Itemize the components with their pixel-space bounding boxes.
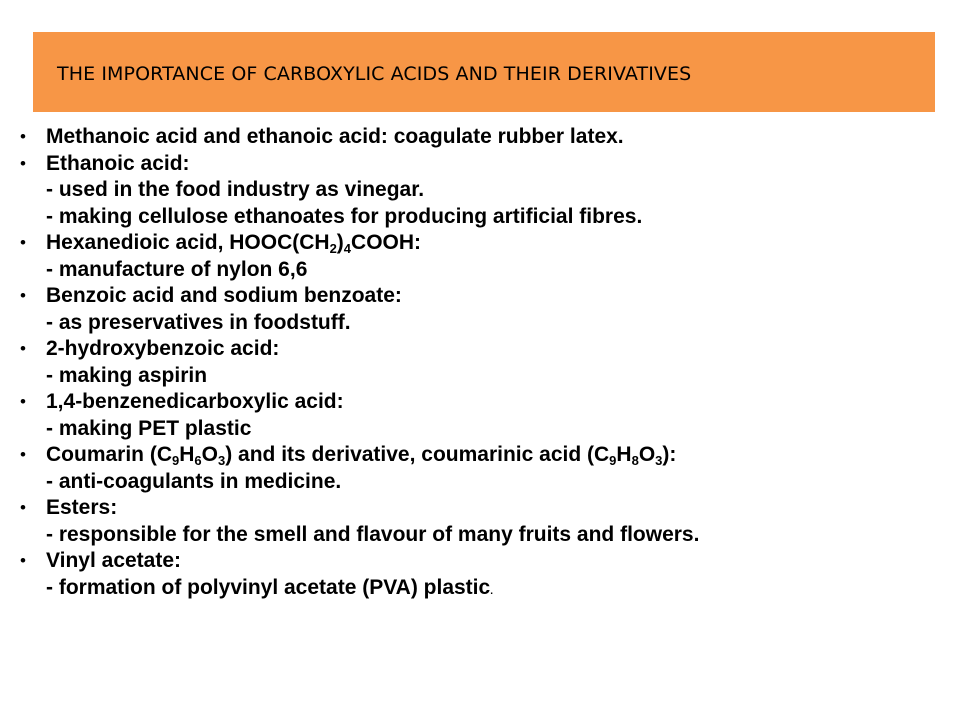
item-line: - as preservatives in foodstuff. <box>46 310 351 334</box>
item-line: - responsible for the smell and flavour of many fruits and flowers. <box>46 522 700 546</box>
item-line: Vinyl acetate: <box>46 549 182 572</box>
bullet-icon: • <box>20 498 26 517</box>
list-item <box>20 283 940 336</box>
bullet-list <box>20 124 940 605</box>
formula-subscript: 2 <box>329 241 337 256</box>
item-line: - making PET plastic <box>46 416 252 440</box>
item-line: Methanoic acid and ethanoic acid: coagulate rubber latex. <box>46 125 624 148</box>
formula-text: Hexanedioic acid, HOOC(CH <box>46 231 330 254</box>
formula-subscript: 9 <box>609 453 617 468</box>
list-item <box>20 151 940 231</box>
formula-text: Coumarin (C <box>46 443 172 466</box>
item-line: - used in the food industry as vinegar. <box>46 178 425 201</box>
list-item <box>20 336 940 389</box>
trailing-period: . <box>490 585 493 597</box>
item-line: 1,4-benzenedicarboxylic acid: <box>46 390 344 413</box>
list-item <box>20 230 940 283</box>
formula-text: COOH: <box>351 231 422 254</box>
bullet-icon: • <box>20 445 26 464</box>
list-item <box>20 548 940 605</box>
item-line: Benzoic acid and sodium benzoate: <box>46 284 402 307</box>
item-line: - making aspirin <box>46 363 208 387</box>
formula-text: O <box>638 443 656 466</box>
bullet-icon: • <box>20 153 26 173</box>
item-line: - anti-coagulants in medicine. <box>46 469 342 493</box>
item-line <box>46 575 940 606</box>
list-item <box>20 442 940 495</box>
item-line: Ethanoic acid: <box>46 151 190 175</box>
formula-text: ) <box>336 231 344 254</box>
formula-subscript: 4 <box>343 241 352 256</box>
bullet-icon: • <box>20 551 26 570</box>
bullet-icon: • <box>20 233 26 252</box>
item-line-text: - formation of polyvinyl acetate (PVA) plastic <box>46 575 491 599</box>
bullet-icon: • <box>20 286 26 305</box>
formula-subscript: 3 <box>655 453 663 468</box>
slide-title: THE IMPORTANCE OF CARBOXYLIC ACIDS AND THEIR DERIVATIVES <box>57 63 692 85</box>
item-line: 2-hydroxybenzoic acid: <box>46 337 280 360</box>
item-heading <box>46 230 940 257</box>
item-heading <box>46 442 940 469</box>
bullet-icon: • <box>20 392 26 411</box>
bullet-icon: • <box>20 339 26 358</box>
formula-subscript: 8 <box>631 453 639 468</box>
list-item <box>20 495 940 548</box>
formula-text: ): <box>662 443 677 466</box>
item-line: - manufacture of nylon 6,6 <box>46 257 308 281</box>
formula-text: ) and its derivative, coumarinic acid (C <box>225 443 610 466</box>
list-item <box>20 124 940 151</box>
formula-subscript: 3 <box>217 453 226 468</box>
item-line: - making cellulose ethanoates for producing artificial fibres. <box>46 204 643 228</box>
title-banner <box>33 32 935 112</box>
item-line: Esters: <box>46 496 118 519</box>
list-item <box>20 389 940 442</box>
formula-text: H <box>179 443 195 466</box>
formula-text: O <box>201 443 218 466</box>
formula-subscript: 6 <box>194 453 202 468</box>
bullet-icon: • <box>20 127 26 146</box>
formula-text: H <box>616 443 632 466</box>
formula-subscript: 9 <box>172 453 180 468</box>
